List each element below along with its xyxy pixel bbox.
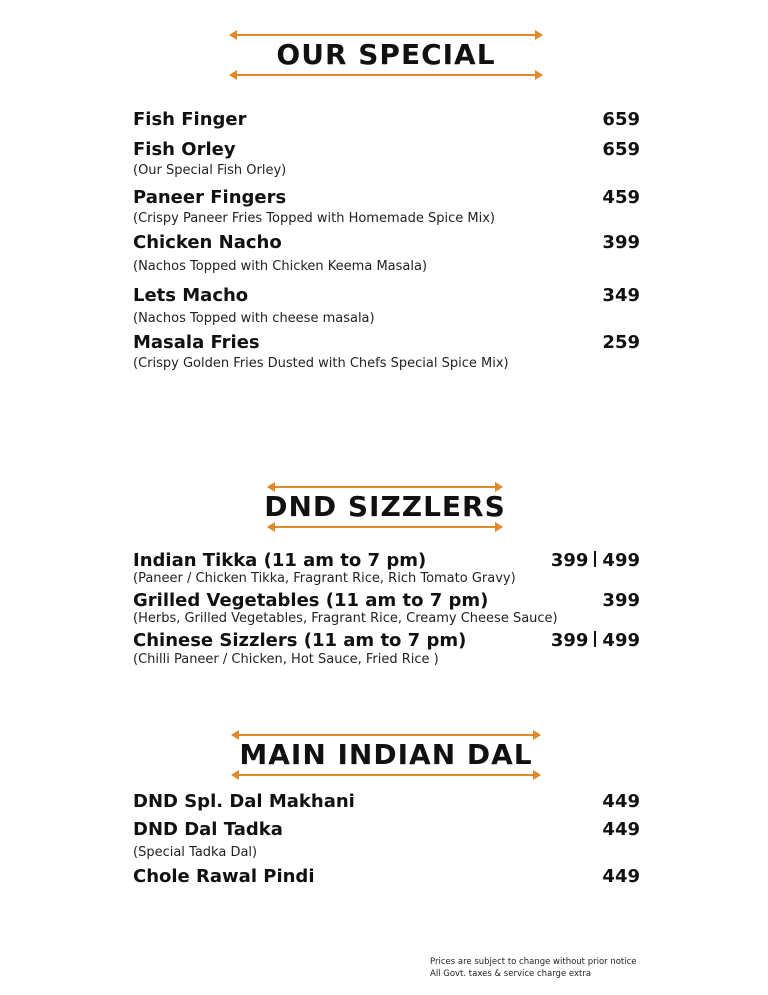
item-name: Lets Macho bbox=[133, 285, 249, 306]
price-single: 399 bbox=[550, 630, 589, 651]
menu-item bbox=[133, 549, 640, 587]
menu-item bbox=[133, 284, 640, 327]
menu-item bbox=[133, 865, 640, 889]
item-description: (Our Special Fish Orley) bbox=[133, 163, 287, 178]
footer-note bbox=[430, 956, 637, 980]
item-name: Masala Fries bbox=[133, 332, 260, 353]
item-name: Grilled Vegetables (11 am to 7 pm) bbox=[133, 590, 489, 611]
item-description: (Nachos Topped with cheese masala) bbox=[133, 311, 375, 326]
item-price: 349 bbox=[602, 285, 640, 306]
item-name: Chicken Nacho bbox=[133, 232, 282, 253]
menu-item bbox=[133, 790, 640, 814]
item-name: Indian Tikka (11 am to 7 pm) bbox=[133, 550, 427, 571]
price-combo: 499 bbox=[602, 630, 640, 651]
item-name: Fish Finger bbox=[133, 109, 247, 130]
item-description: (Chilli Paneer / Chicken, Hot Sauce, Fried Rice ) bbox=[133, 652, 439, 667]
section-heading-dnd-sizzlers bbox=[264, 486, 506, 528]
item-price: 449 bbox=[602, 791, 640, 812]
price-combo: 499 bbox=[602, 550, 640, 571]
section-title: MAIN INDIAN DAL bbox=[239, 738, 533, 771]
item-description: (Paneer / Chicken Tikka, Fragrant Rice, Rich Tomato Gravy) bbox=[133, 571, 516, 586]
section-title: DND SIZZLERS bbox=[264, 490, 506, 523]
menu-item bbox=[133, 186, 640, 227]
item-price: 259 bbox=[602, 332, 640, 353]
footer-line-taxes: All Govt. taxes & service charge extra bbox=[430, 969, 592, 979]
double-arrow-icon bbox=[232, 774, 540, 776]
footer-line-prices: Prices are subject to change without prior notice bbox=[430, 957, 637, 967]
item-price bbox=[551, 629, 640, 653]
double-arrow-icon bbox=[230, 34, 542, 36]
item-name: DND Dal Tadka bbox=[133, 819, 283, 840]
double-arrow-icon bbox=[268, 526, 502, 528]
item-description: (Special Tadka Dal) bbox=[133, 845, 258, 860]
item-description: (Crispy Golden Fries Dusted with Chefs Special Spice Mix) bbox=[133, 356, 509, 371]
item-price: 659 bbox=[602, 139, 640, 160]
item-name: Chole Rawal Pindi bbox=[133, 866, 315, 887]
double-arrow-icon bbox=[232, 734, 540, 736]
item-price bbox=[551, 549, 640, 573]
item-price: 399 bbox=[602, 590, 640, 611]
double-arrow-icon bbox=[268, 486, 502, 488]
section-title: OUR SPECIAL bbox=[276, 38, 496, 71]
menu-item bbox=[133, 818, 640, 861]
item-description: (Crispy Paneer Fries Topped with Homemade Spice Mix) bbox=[133, 211, 495, 226]
item-name: Chinese Sizzlers (11 am to 7 pm) bbox=[133, 630, 467, 651]
menu-item bbox=[133, 231, 640, 275]
double-arrow-icon bbox=[230, 74, 542, 76]
menu-item bbox=[133, 629, 640, 668]
price-separator bbox=[594, 631, 596, 647]
item-price: 399 bbox=[602, 232, 640, 253]
menu-item bbox=[133, 138, 640, 179]
menu-item bbox=[133, 331, 640, 372]
item-price: 449 bbox=[602, 819, 640, 840]
item-description: (Herbs, Grilled Vegetables, Fragrant Rice, Creamy Cheese Sauce) bbox=[133, 611, 558, 626]
item-description: (Nachos Topped with Chicken Keema Masala) bbox=[133, 259, 428, 274]
item-price: 449 bbox=[602, 866, 640, 887]
price-single: 399 bbox=[550, 550, 589, 571]
item-name: DND Spl. Dal Makhani bbox=[133, 791, 355, 812]
item-name: Fish Orley bbox=[133, 139, 236, 160]
menu-item bbox=[133, 108, 640, 132]
item-name: Paneer Fingers bbox=[133, 187, 287, 208]
section-heading-our-special bbox=[230, 34, 542, 76]
item-price: 659 bbox=[602, 109, 640, 130]
section-heading-main-indian-dal bbox=[232, 734, 540, 776]
item-price: 459 bbox=[602, 187, 640, 208]
price-separator bbox=[594, 551, 596, 567]
menu-item bbox=[133, 589, 640, 627]
